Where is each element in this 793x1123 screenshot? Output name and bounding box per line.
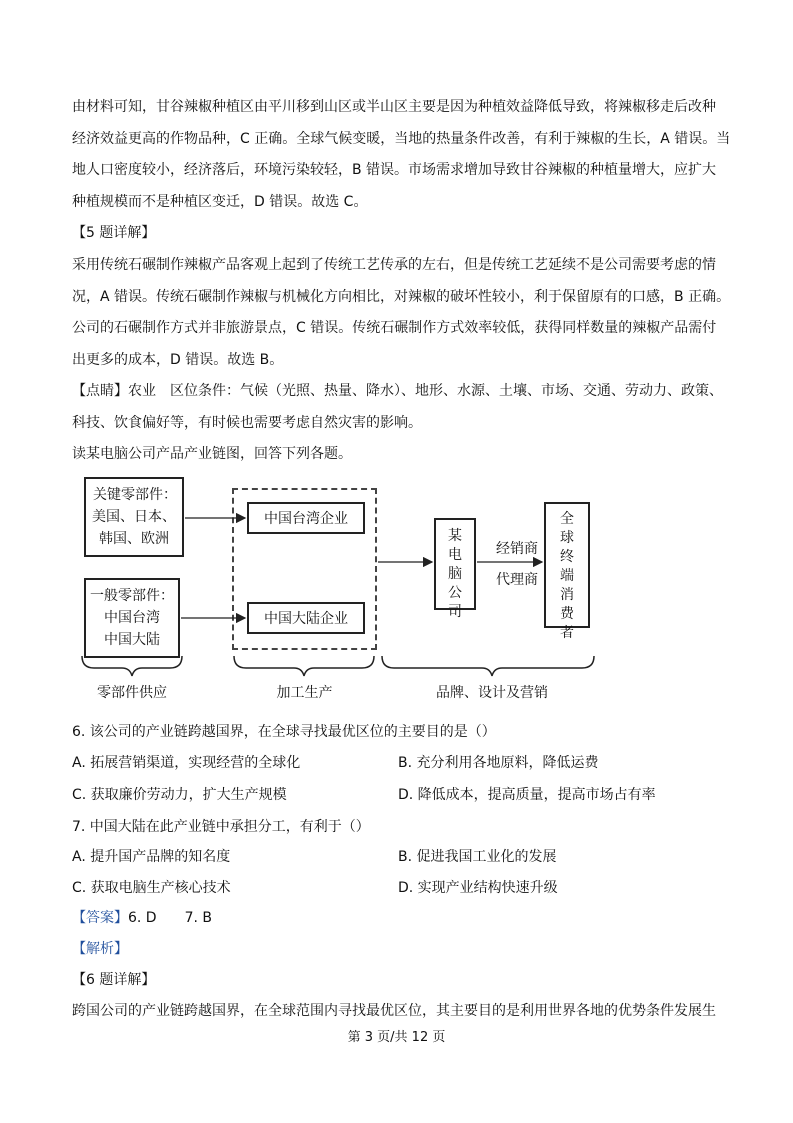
tip-line: 科技、饮食偏好等，有时候也需要考虑自然灾害的影响。 [72, 415, 422, 431]
paragraph-line: 由材料可知，甘谷辣椒种植区由平川移到山区或半山区主要是因为种植效益降低导致，将辣椒移走后改种 [72, 99, 716, 115]
q6-heading: 【6 题详解】 [72, 972, 156, 988]
general-parts-title: 一般零部件： [90, 588, 174, 604]
key-parts-line: 韩国、欧洲 [99, 531, 169, 547]
process-stage-label: 加工生产 [276, 685, 333, 701]
key-parts-line: 美国、日本、 [92, 509, 176, 525]
key-parts-title: 关键零部件： [93, 487, 177, 503]
q5-heading: 【5 题详解】 [72, 225, 156, 241]
page-footer: 第 3 页/共 12 页 [347, 1030, 446, 1045]
agent-label: 代理商 [496, 572, 538, 588]
industry-chain-diagram [72, 470, 612, 710]
supply-stage-label: 零部件供应 [97, 685, 167, 701]
q6-option-b: B. 充分利用各地原料，降低运费 [398, 755, 599, 771]
paragraph-line: 经济效益更高的作物品种，C 正确。全球气候变暖，当地的热量条件改善，有利于辣椒的生长，A 错误。当 [72, 131, 731, 147]
general-parts-line: 中国大陆 [104, 632, 160, 648]
general-parts-line: 中国台湾 [104, 610, 160, 626]
analysis-label: 【解析】 [72, 941, 128, 957]
q6-option-c: C. 获取廉价劳动力，扩大生产规模 [72, 787, 287, 803]
brand-stage-label: 品牌、设计及营销 [436, 685, 548, 701]
paragraph-line: 况，A 错误。传统石碾制作辣椒与机械化方向相比，对辣椒的破坏性较小，利于保留原有的口感，B 正确。 [72, 289, 731, 305]
q7-option-b: B. 促进我国工业化的发展 [398, 849, 557, 865]
paragraph-line: 出更多的成本，D 错误。故选 B。 [72, 352, 284, 368]
q6-stem: 6. 该公司的产业链跨越国界，在全球寻找最优区位的主要目的是（） [72, 724, 496, 740]
q7-option-d: D. 实现产业结构快速升级 [398, 880, 558, 896]
brace-brand [382, 656, 594, 676]
computer-company-label: 某电脑公司 [448, 528, 462, 620]
intro-line: 读某电脑公司产品产业链图，回答下列各题。 [72, 446, 352, 462]
answer-line [72, 903, 722, 935]
dealer-label: 经销商 [496, 541, 538, 557]
diagram-lines [72, 470, 612, 710]
q7-option-c: C. 获取电脑生产核心技术 [72, 880, 231, 896]
mainland-enterprise-label: 中国大陆企业 [264, 611, 348, 627]
paragraph-line: 种植规模而不是种植区变迁，D 错误。故选 C。 [72, 194, 368, 210]
q6-option-d: D. 降低成本，提高质量，提高市场占有率 [398, 787, 656, 803]
paragraph-line: 跨国公司的产业链跨越国界，在全球范围内寻找最优区位，其主要目的是利用世界各地的优势条件发展生 [72, 1003, 716, 1019]
brace-supply [82, 656, 182, 676]
q7-stem: 7. 中国大陆在此产业链中承担分工，有利于（） [72, 819, 370, 835]
q6-option-a: A. 拓展营销渠道，实现经营的全球化 [72, 755, 301, 771]
answer-value: 6. D 7. B [128, 910, 212, 926]
paragraph-line: 地人口密度较小，经济落后，环境污染较轻，B 错误。市场需求增加导致甘谷辣椒的种植量增大，应扩大 [72, 162, 717, 178]
consumer-label: 全球终端消费者 [560, 511, 574, 641]
tip-line: 【点睛】农业 区位条件：气候（光照、热量、降水）、地形、水源、土壤、市场、交通、劳动力、政策、 [72, 383, 723, 399]
q7-option-a: A. 提升国产品牌的知名度 [72, 849, 231, 865]
paragraph-line: 公司的石碾制作方式并非旅游景点，C 错误。传统石碾制作方式效率较低，获得同样数量的辣椒产品需付 [72, 320, 717, 336]
taiwan-enterprise-label: 中国台湾企业 [264, 511, 348, 527]
brace-process [234, 656, 374, 676]
paragraph-line: 采用传统石碾制作辣椒产品客观上起到了传统工艺传承的左右，但是传统工艺延续不是公司需要考虑的情 [72, 257, 716, 273]
answer-label: 【答案】 [72, 910, 128, 926]
